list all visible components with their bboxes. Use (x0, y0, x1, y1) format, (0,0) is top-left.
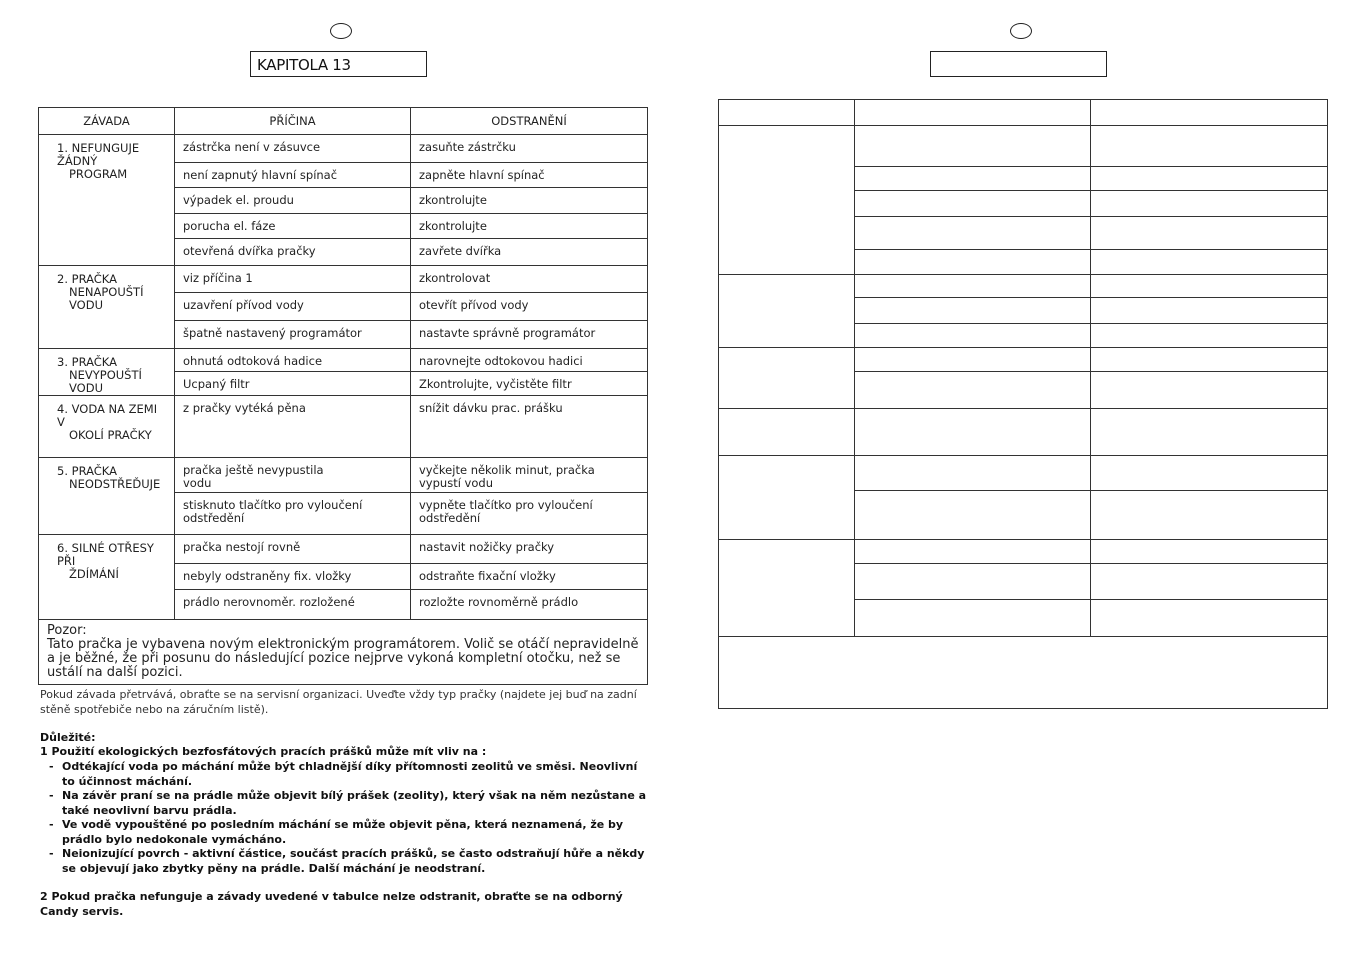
warning-note-title: Pozor: (47, 623, 87, 638)
fault-label: PRAČKA (71, 272, 118, 286)
table-note-row (719, 637, 1328, 709)
table-row (719, 275, 1328, 298)
table-row (39, 349, 648, 372)
fault-cell (39, 135, 175, 266)
remedy-cell: rozložte rovnoměrně prádlo (411, 590, 648, 620)
important-intro: 1 Použití ekologických bezfosfátových pracích prášků může mít vliv na : (40, 745, 487, 758)
cause-cell: pračka nestojí rovně (175, 535, 411, 564)
bullet-item: - Odtékající voda po máchání může být chladnější díky přítomnosti zeolitů ve směsi. Neovlivní to účinnost máchání. (49, 760, 638, 788)
fault-cell (39, 266, 175, 349)
fault-number: 5. (57, 464, 68, 478)
table-row (39, 266, 648, 293)
fault-label-cont: NENAPOUŠTÍ VODU (69, 285, 144, 312)
remedy-cell: zkontrolovat (411, 266, 648, 293)
bullet-item: - Ve vodě vypouštěné po posledním máchání se může objevit pěna, která neznamená, že by prádlo bylo nedokonale vymácháno. (49, 818, 624, 846)
chapter-title-box-right (930, 51, 1107, 77)
cause-cell: není zapnutý hlavní spínač (175, 163, 411, 188)
fault-label: VODA NA ZEMI V (57, 402, 158, 429)
remedy-cell: vyčkejte několik minut, pračka vypustí vodu (411, 458, 648, 493)
fault-label: SILNÉ OTŘESY PŘI (57, 541, 154, 568)
cause-cell: nebyly odstraněny fix. vložky (175, 564, 411, 590)
remedy-cell: narovnejte odtokovou hadici (411, 349, 648, 372)
remedy-cell: nastavte správně programátor (411, 321, 648, 349)
cause-cell: porucha el. fáze (175, 214, 411, 239)
cause-cell: výpadek el. proudu (175, 188, 411, 214)
service-footer-note: 2 Pokud pračka nefunguje a závady uvedené v tabulce nelze odstranit, obraťte se na odborný Candy servis. (40, 890, 623, 918)
empty-table-right (718, 99, 1328, 709)
important-heading: Důležité: (40, 731, 96, 744)
cause-cell: viz příčina 1 (175, 266, 411, 293)
table-row (719, 100, 1328, 126)
cause-cell: otevřená dvířka pračky (175, 239, 411, 266)
table-row (719, 540, 1328, 564)
chapter-title-box (250, 51, 427, 77)
language-badge-oval-right (1010, 23, 1032, 39)
remedy-cell: zkontrolujte (411, 188, 648, 214)
troubleshooting-table (38, 107, 648, 685)
table-row (39, 396, 648, 458)
table-row (39, 458, 648, 493)
cause-cell: Ucpaný filtr (175, 371, 411, 395)
remedy-cell: zapněte hlavní spínač (411, 163, 648, 188)
cause-cell: z pračky vytéká pěna (175, 396, 411, 458)
warning-note (39, 620, 648, 685)
fault-label-cont: ŽDÍMÁNÍ (69, 567, 119, 581)
remedy-cell: nastavit nožičky pračky (411, 535, 648, 564)
fault-number: 1. (57, 141, 68, 155)
cause-cell: zástrčka není v zásuvce (175, 135, 411, 163)
remedy-cell: zkontrolujte (411, 214, 648, 239)
remedy-cell: zavřete dvířka (411, 239, 648, 266)
cause-cell: stisknuto tlačítko pro vyloučení odstředění (175, 493, 411, 535)
warning-note-text: Tato pračka je vybavena novým elektronickým programátorem. Volič se otáčí nepravidelně a je běžné, že při posunu do následující pozice nejprve vykoná kompletní otočku, než se ustálí na další pozici. (47, 637, 639, 680)
fault-number: 4. (57, 402, 68, 416)
bullet-item: - Na závěr praní se na prádle může objevit bílý prášek (zeolity), který však na něm nezůstane a také neovlivní barvu prádla. (49, 789, 647, 817)
fault-label: PRAČKA (71, 355, 118, 369)
table-header-row (39, 108, 648, 135)
remedy-cell: zasuňte zástrčku (411, 135, 648, 163)
cause-cell: prádlo nerovnoměr. rozložené (175, 590, 411, 620)
header-cause: PŘÍČINA (175, 108, 411, 135)
remedy-cell: vypněte tlačítko pro vyloučení odstředění (411, 493, 648, 535)
remedy-cell: otevřít přívod vody (411, 293, 648, 321)
fault-number: 6. (57, 541, 68, 555)
fault-number: 2. (57, 272, 68, 286)
fault-label-cont: NEVYPOUŠTÍ VODU (69, 368, 142, 395)
fault-label: NEFUNGUJE ŽÁDNÝ (57, 141, 140, 168)
fault-cell (39, 535, 175, 620)
bullet-item: - Neionizující povrch - aktivní částice, součást pracích prášků, se často odstraňují hůře a někdy se objevují jako zbytky pěny na prádle. Další máchání je neodstraní. (49, 847, 645, 875)
header-remedy: ODSTRANĚNÍ (411, 108, 648, 135)
language-badge-oval (330, 23, 352, 39)
fault-cell (39, 396, 175, 458)
table-row (39, 135, 648, 163)
fault-label: PRAČKA (71, 464, 118, 478)
table-row (39, 535, 648, 564)
fault-cell (39, 349, 175, 396)
fault-label-cont: PROGRAM (69, 167, 128, 181)
fault-label-cont: NEODSTŘEĎUJE (69, 477, 161, 491)
remedy-cell: odstraňte fixační vložky (411, 564, 648, 590)
fault-number: 3. (57, 355, 68, 369)
table-row (719, 126, 1328, 167)
cause-cell: uzavření přívod vody (175, 293, 411, 321)
service-paragraph: Pokud závada přetrvává, obraťte se na servisní organizaci. Uveďte vždy typ pračky (najdete jej buď na zadní stěně spotřebiče nebo na záručním listě). (40, 688, 637, 716)
fault-label-cont: OKOLÍ PRAČKY (69, 428, 152, 442)
table-row (719, 348, 1328, 372)
cause-cell: pračka ještě nevypustila vodu (175, 458, 411, 493)
remedy-cell: snížit dávku prac. prášku (411, 396, 648, 458)
table-row (719, 456, 1328, 491)
cause-cell: ohnutá odtoková hadice (175, 349, 411, 372)
fault-cell (39, 458, 175, 535)
cause-cell: špatně nastavený programátor (175, 321, 411, 349)
chapter-title: KAPITOLA 13 (257, 56, 351, 74)
header-fault: ZÁVADA (39, 108, 175, 135)
table-note-row (39, 620, 648, 685)
table-row (719, 409, 1328, 456)
remedy-cell: Zkontrolujte, vyčistěte filtr (411, 371, 648, 395)
